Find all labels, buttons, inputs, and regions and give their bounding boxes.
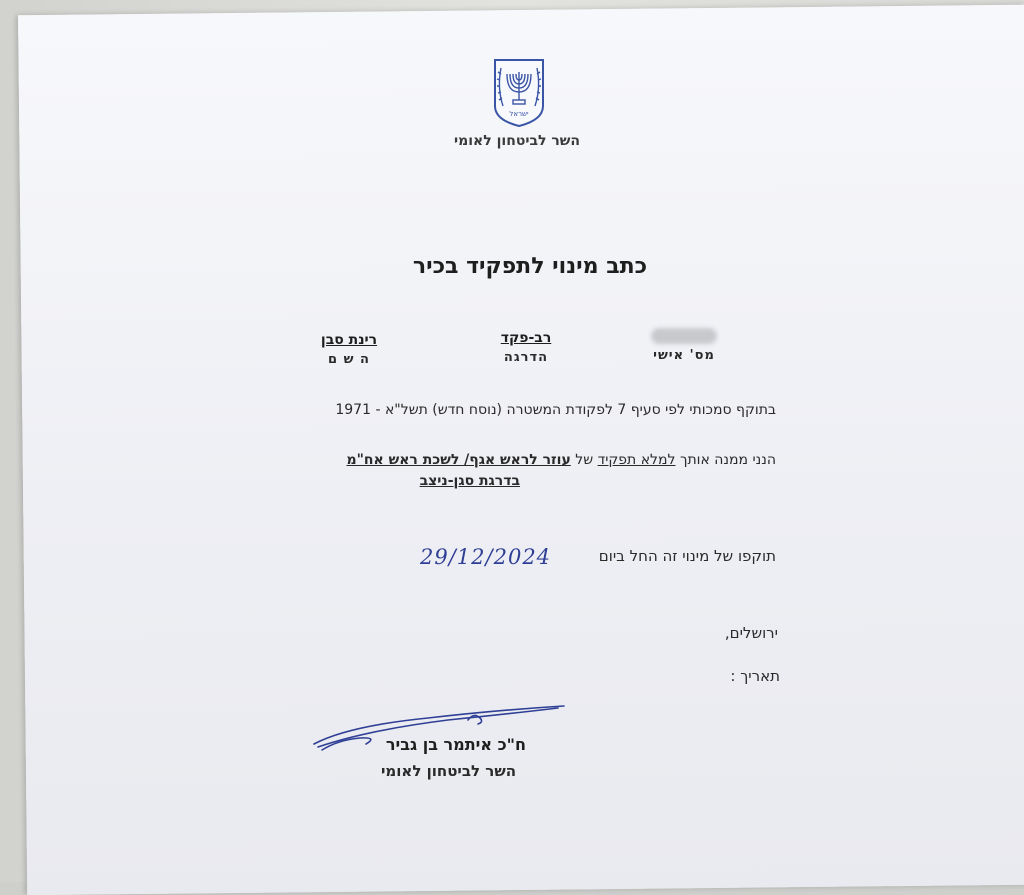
personal-number-value bbox=[636, 328, 732, 346]
authority-line: בתוקף סמכותי לפי סעיף 7 לפקודת המשטרה (נוסח חדש) תשל"א - 1971 bbox=[335, 402, 776, 418]
signer-title: השר לביטחון לאומי bbox=[381, 762, 516, 780]
rank-label: הדרגה bbox=[503, 350, 549, 365]
rank-value: רב-פקד bbox=[500, 330, 552, 346]
name-label: ה ש ם bbox=[328, 352, 370, 367]
appointment-line bbox=[258, 452, 776, 468]
document-title: כתב מינוי לתפקיד בכיר bbox=[412, 254, 648, 279]
name-value: רינת סבן bbox=[320, 332, 378, 348]
personal-number-field bbox=[636, 328, 732, 363]
name-field bbox=[298, 332, 400, 367]
state-emblem-icon bbox=[489, 56, 549, 128]
redacted-blur bbox=[651, 328, 717, 344]
handwritten-date: 29/12/2024 bbox=[420, 545, 552, 569]
rank-field bbox=[478, 330, 574, 365]
appointment-of: של bbox=[575, 452, 594, 468]
appointment-role: עוזר לראש אגף/ לשכת ראש אח"מ bbox=[346, 452, 571, 468]
ministry-header: השר לביטחון לאומי bbox=[454, 133, 580, 149]
personal-number-label: מס' אישי bbox=[653, 348, 715, 363]
emblem-text: ישראל bbox=[509, 110, 529, 118]
appointment-fill-role: למלא תפקיד bbox=[597, 452, 676, 468]
date-label: תאריך : bbox=[730, 667, 780, 685]
signer-name: ח"כ איתמר בן גביר bbox=[385, 735, 526, 754]
city-line: ירושלים, bbox=[724, 624, 778, 642]
appointment-rank-line: בדרגת סגן-ניצב bbox=[419, 473, 520, 489]
validity-text: תוקפו של מינוי זה החל ביום bbox=[598, 547, 776, 565]
appointment-prefix: הנני ממנה אותך bbox=[679, 452, 776, 468]
